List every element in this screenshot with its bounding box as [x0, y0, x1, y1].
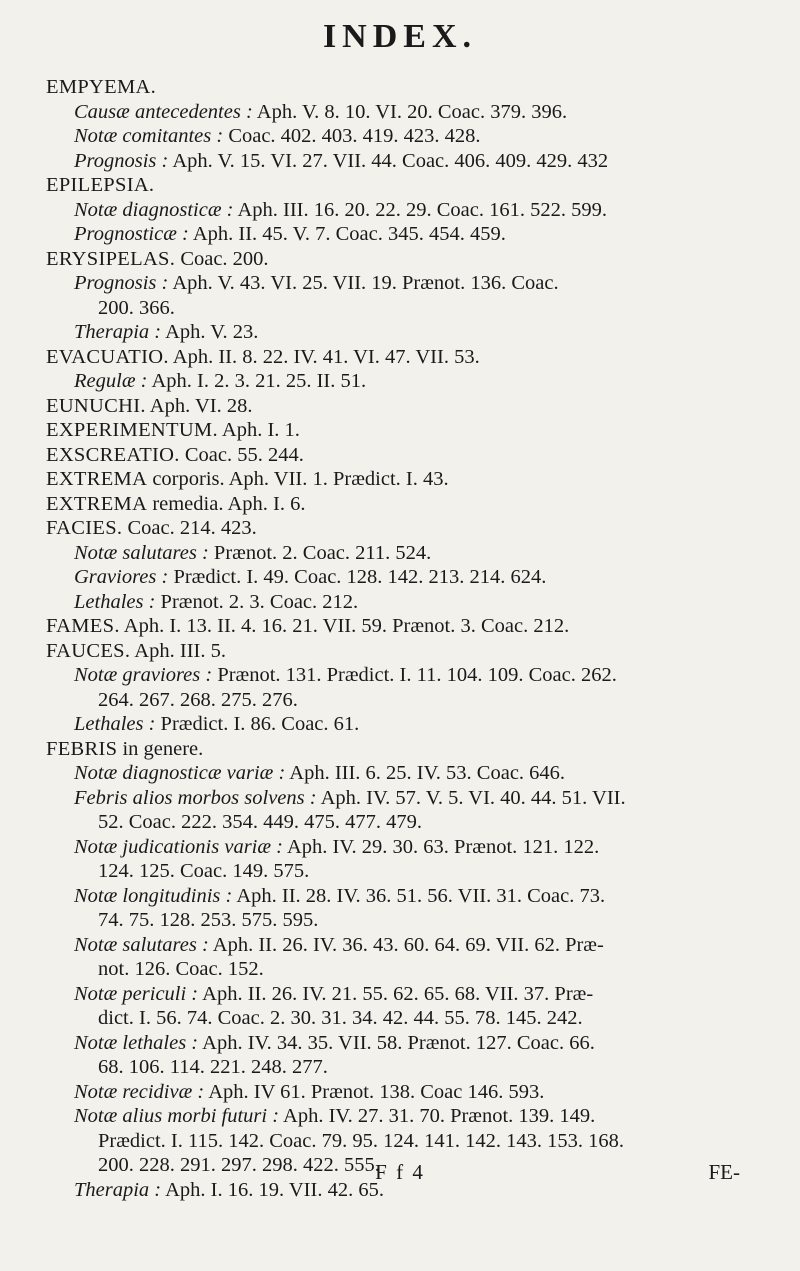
index-subentry — [46, 933, 746, 958]
entry-term: EPILEPSIA. — [46, 174, 155, 196]
entry-references: Prænot. 2. Coac. 211. 524. — [208, 541, 432, 564]
entry-label: Notæ judicationis variæ : — [74, 835, 283, 858]
index-subentry — [46, 198, 746, 223]
index-entry — [46, 247, 746, 272]
entry-references: remedia. Aph. I. 6. — [147, 492, 306, 515]
entry-references: 200. 366. — [98, 296, 175, 319]
entry-references: Prædict. I. 49. Coac. 128. 142. 213. 214. 624. — [168, 566, 547, 588]
index-subentry — [46, 982, 746, 1007]
entry-term: EXSCREATIO. — [46, 443, 180, 466]
index-subentry — [46, 541, 746, 566]
entry-references: Aph. IV. 27. 31. 70. Prænot. 139. 149. — [279, 1105, 596, 1127]
entry-term: FACIES. — [46, 517, 123, 539]
entry-references: 68. 106. 114. 221. 248. 277. — [98, 1056, 328, 1078]
entry-references: Aph. V. 8. 10. VI. 20. Coac. 379. 396. — [252, 100, 568, 123]
index-subentry — [46, 1129, 746, 1154]
entry-label: Notæ comitantes : — [74, 125, 224, 147]
entry-term: EXTREMA — [46, 468, 148, 490]
index-subentry — [46, 1006, 746, 1031]
entry-term: EUNUCHI. — [46, 394, 146, 417]
entry-references: 200. 228. 291. 297. 298. 422. 555. — [98, 1154, 380, 1176]
entry-term: FEBRIS — [46, 737, 118, 760]
index-entry — [46, 492, 746, 517]
entry-references: in genere. — [117, 737, 204, 760]
entry-label: Febris alios morbos solvens : — [74, 786, 317, 809]
entry-references: Aph. IV 61. Prænot. 138. Coac 146. 593. — [204, 1080, 545, 1103]
entry-label: Therapia : — [74, 1178, 162, 1201]
entry-references: Aph. III. 6. 25. IV. 53. Coac. 646. — [285, 762, 566, 784]
index-entry — [46, 75, 746, 100]
index-subentry — [46, 124, 746, 149]
entry-references: Aph. I. 1. — [217, 419, 300, 441]
index-entry — [46, 443, 746, 468]
entry-label: Notæ salutares : — [74, 541, 209, 564]
entry-label: Prognosticæ : — [74, 223, 189, 245]
index-entry — [46, 173, 746, 198]
index-subentry — [46, 786, 746, 811]
index-subentry — [46, 271, 746, 296]
index-subentry — [46, 663, 746, 688]
index-subentry — [46, 761, 746, 786]
entry-label: Graviores : — [74, 566, 169, 588]
entry-references: Aph. II. 45. V. 7. Coac. 345. 454. 459. — [188, 223, 506, 245]
entry-references: Aph. IV. 34. 35. VII. 58. Prænot. 127. Coac. 66. — [198, 1031, 595, 1054]
index-entry — [46, 467, 746, 492]
index-entry — [46, 639, 746, 664]
index-entry — [46, 418, 746, 443]
index-subentry — [46, 100, 746, 125]
entry-references: Aph. I. 13. II. 4. 16. 21. VII. 59. Prænot. 3. Coac. 212. — [119, 615, 570, 637]
index-subentry — [46, 957, 746, 982]
entry-references: 264. 267. 268. 275. 276. — [98, 688, 298, 711]
entry-references: Prænot. 131. Prædict. I. 11. 104. 109. Coac. 262. — [212, 664, 617, 686]
entry-label: Lethales : — [74, 590, 156, 613]
entry-references: Aph. IV. 29. 30. 63. Prænot. 121. 122. — [283, 835, 600, 858]
entry-term: FAMES. — [46, 615, 120, 637]
index-entry — [46, 345, 746, 370]
entry-references: Prædict. I. 86. Coac. 61. — [155, 713, 360, 735]
index-subentry — [46, 1055, 746, 1080]
entry-label: Notæ recidivæ : — [74, 1080, 205, 1103]
entry-term: ERYSIPELAS. — [46, 247, 176, 270]
index-subentry — [46, 688, 746, 713]
entry-label: Therapia : — [74, 321, 162, 343]
catchword: FE- — [708, 1160, 740, 1184]
entry-references: Aph. I. 16. 19. VII. 42. 65. — [161, 1178, 384, 1201]
page-footer — [0, 1160, 800, 1190]
entry-references: 124. 125. Coac. 149. 575. — [98, 860, 310, 882]
index-subentry — [46, 1031, 746, 1056]
entry-label: Notæ salutares : — [74, 933, 209, 956]
index-subentry — [46, 222, 746, 247]
index-subentry — [46, 320, 746, 345]
entry-references: dict. I. 56. 74. Coac. 2. 30. 31. 34. 42. 44. 55. 78. 145. 242. — [98, 1007, 583, 1029]
index-entry — [46, 737, 746, 762]
entry-references: Prædict. I. 115. 142. Coac. 79. 95. 124. 141. 142. 143. 153. 168. — [98, 1129, 624, 1152]
entry-references: Coac. 214. 423. — [122, 517, 257, 539]
entry-label: Lethales : — [74, 713, 156, 735]
entry-references: Aph. V. 23. — [161, 321, 259, 343]
index-subentry — [46, 1104, 746, 1129]
entry-label: Notæ longitudinis : — [74, 884, 233, 907]
entry-label: Regulæ : — [74, 370, 148, 392]
entry-term: EVACUATIO. — [46, 345, 169, 368]
index-subentry — [46, 810, 746, 835]
entry-references: Prænot. 2. 3. Coac. 212. — [155, 590, 359, 613]
entry-label: Notæ alius morbi futuri : — [74, 1105, 280, 1127]
entry-label: Notæ graviores : — [74, 664, 213, 686]
entry-references: Coac. 55. 244. — [179, 443, 304, 466]
index-entry — [46, 516, 746, 541]
entry-label: Prognosis : — [74, 272, 169, 294]
entry-references: Aph. III. 16. 20. 22. 29. Coac. 161. 522. 599. — [233, 198, 607, 221]
index-entries — [46, 75, 746, 1202]
entry-references: 74. 75. 128. 253. 575. 595. — [98, 909, 319, 931]
entry-references: Aph. IV. 57. V. 5. VI. 40. 44. 51. VII. — [316, 786, 626, 809]
entry-references: Aph. V. 43. VI. 25. VII. 19. Prænot. 136. Coac. — [168, 272, 559, 294]
index-entry — [46, 394, 746, 419]
entry-references: Coac. 402. 403. 419. 423. 428. — [223, 125, 481, 147]
index-subentry — [46, 712, 746, 737]
index-subentry — [46, 884, 746, 909]
index-subentry — [46, 908, 746, 933]
entry-references: not. 126. Coac. 152. — [98, 958, 264, 980]
index-subentry — [46, 1080, 746, 1105]
index-subentry — [46, 565, 746, 590]
entry-references: Aph. II. 28. IV. 36. 51. 56. VII. 31. Coac. 73. — [232, 884, 606, 907]
index-subentry — [46, 859, 746, 884]
index-subentry — [46, 835, 746, 860]
entry-label: Notæ periculi : — [74, 982, 199, 1005]
entry-references: Aph. VI. 28. — [145, 394, 253, 417]
index-entry — [46, 614, 746, 639]
entry-label: Causæ antecedentes : — [74, 100, 253, 123]
entry-references: Aph. I. 2. 3. 21. 25. II. 51. — [147, 370, 367, 392]
entry-term: EXTREMA — [46, 492, 148, 515]
entry-label: Prognosis : — [74, 149, 169, 172]
index-subentry — [46, 369, 746, 394]
index-subentry — [46, 149, 746, 174]
entry-term: FAUCES. — [46, 639, 131, 662]
entry-references: 52. Coac. 222. 354. 449. 475. 477. 479. — [98, 811, 422, 833]
page-header: INDEX. — [322, 18, 478, 55]
entry-label: Notæ lethales : — [74, 1031, 199, 1054]
entry-references: Aph. III. 5. — [130, 639, 226, 662]
entry-references: Aph. II. 26. IV. 36. 43. 60. 64. 69. VII. 62. Præ- — [208, 933, 604, 956]
entry-term: EMPYEMA. — [46, 76, 157, 98]
index-subentry — [46, 590, 746, 615]
entry-label: Notæ diagnosticæ variæ : — [74, 762, 286, 784]
entry-references: Aph. V. 15. VI. 27. VII. 44. Coac. 406. 409. 429. 432 — [168, 149, 609, 172]
entry-references: Aph. II. 8. 22. IV. 41. VI. 47. VII. 53. — [168, 345, 480, 368]
entry-references: Coac. 200. — [175, 247, 269, 270]
entry-references: corporis. Aph. VII. 1. Prædict. I. 43. — [147, 468, 449, 490]
entry-label: Notæ diagnosticæ : — [74, 198, 234, 221]
signature-mark: F f 4 — [375, 1160, 425, 1184]
entry-term: EXPERIMENTUM. — [46, 419, 218, 441]
entry-references: Aph. II. 26. IV. 21. 55. 62. 65. 68. VII. 37. Præ- — [198, 982, 594, 1005]
index-subentry — [46, 296, 746, 321]
